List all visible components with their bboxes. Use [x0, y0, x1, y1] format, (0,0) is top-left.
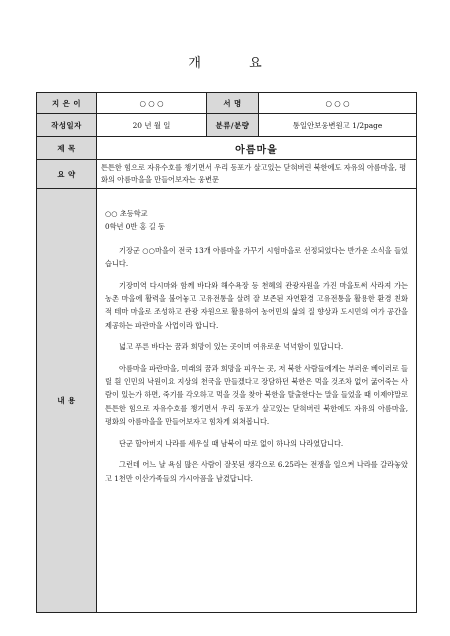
subject-row: [37, 137, 417, 160]
signature-value: ○ ○ ○: [259, 93, 417, 114]
content-paragraph: 그런데 어느 날 욕심 많은 사람이 잘못된 생각으로 6.25라는 전쟁을 일으켜 나라를 갈라놓았고 1천만 이산가족들의 가시아픔을 남겼답니다.: [105, 460, 408, 483]
content-paragraph: 아름마을 파란마을, 미래의 꿈과 희망을 피우는 곳, 저 북한 사람들에게는 부러운 베이러로 들릴 흰 인민의 낙원이요 지상의 천국을 만들겠다고 장담하던 북한은 먹을 것조차 없어 굶어죽는 사람이 있는가 하면, 죽기를 각오하고 먹을 것을 찾아 북한을 탈출한다는 말을 들었을 때 이제야말로 튼튼한 힘으로 자유수호를 챙기면서 우리 동포가 살고있는 닫혀버린 북한에도 자유의 아름마을, 평화의 아름마을을 만들어보자고 힘차게 외쳐봅니다.: [105, 363, 408, 427]
content-paragraph: 단군 할아버지 나라를 세우실 때 남북이 따로 없이 하나의 나라였답니다.: [119, 438, 344, 448]
signature-label: 서 명: [207, 93, 259, 114]
content-paragraph: 기장미역 다시마와 함께 바다와 해수욕장 등 천혜의 관광자원을 가진 마을토써 사라져 가는 농촌 마을에 활력을 불어놓고 고유전통을 살려 잘 보존된 자연환경 고유전통을 활용한 환경 친화적 테마 마을로 조성하고 관광 자원으로 활용하여 농어민의 삶의 질 향상과 도시민의 여가 공간을 제공하는 파란마을 사업이라 합니다.: [105, 280, 408, 330]
content-row: [37, 189, 417, 613]
category-value: 통일안보웅변원고 1/2page: [259, 114, 417, 137]
author-row: [37, 93, 417, 114]
author-label: 지 은 이: [37, 93, 97, 114]
date-label: 작성일자: [37, 114, 97, 137]
document-title: 개 요: [188, 56, 284, 71]
author-value: ○ ○ ○: [97, 93, 207, 114]
subject-value: 아름마을: [97, 137, 417, 160]
date-row: [37, 114, 417, 137]
summary-row: [37, 160, 417, 189]
content-body: [97, 189, 417, 613]
content-student: 0학년 0반 홍 길 동: [105, 222, 165, 232]
date-value: 20 년 월 일: [97, 114, 207, 137]
content-paragraph: 넓고 푸른 바다는 꿈과 희망이 있는 곳이며 여유로운 넉넉함이 있답니다.: [119, 342, 344, 352]
outline-form: [36, 92, 417, 613]
subject-label: 제 목: [37, 137, 97, 160]
content-school: ○○ 초등학교: [105, 209, 148, 218]
content-label: 내 용: [37, 189, 97, 613]
summary-label: 요 약: [37, 160, 97, 189]
summary-value: 튼튼한 힘으로 자유수호를 챙기면서 우리 동포가 살고있는 닫혀버린 북한에도 자유의 아름마을, 평화의 아름마을을 만들어보자는 웅변문: [97, 160, 417, 189]
category-label: 분류/분량: [207, 114, 259, 137]
content-paragraph: 기장군 ○○마을이 전국 13개 아름마을 가꾸기 시험마을로 선정되었다는 반가운 소식을 들었습니다.: [105, 245, 408, 269]
